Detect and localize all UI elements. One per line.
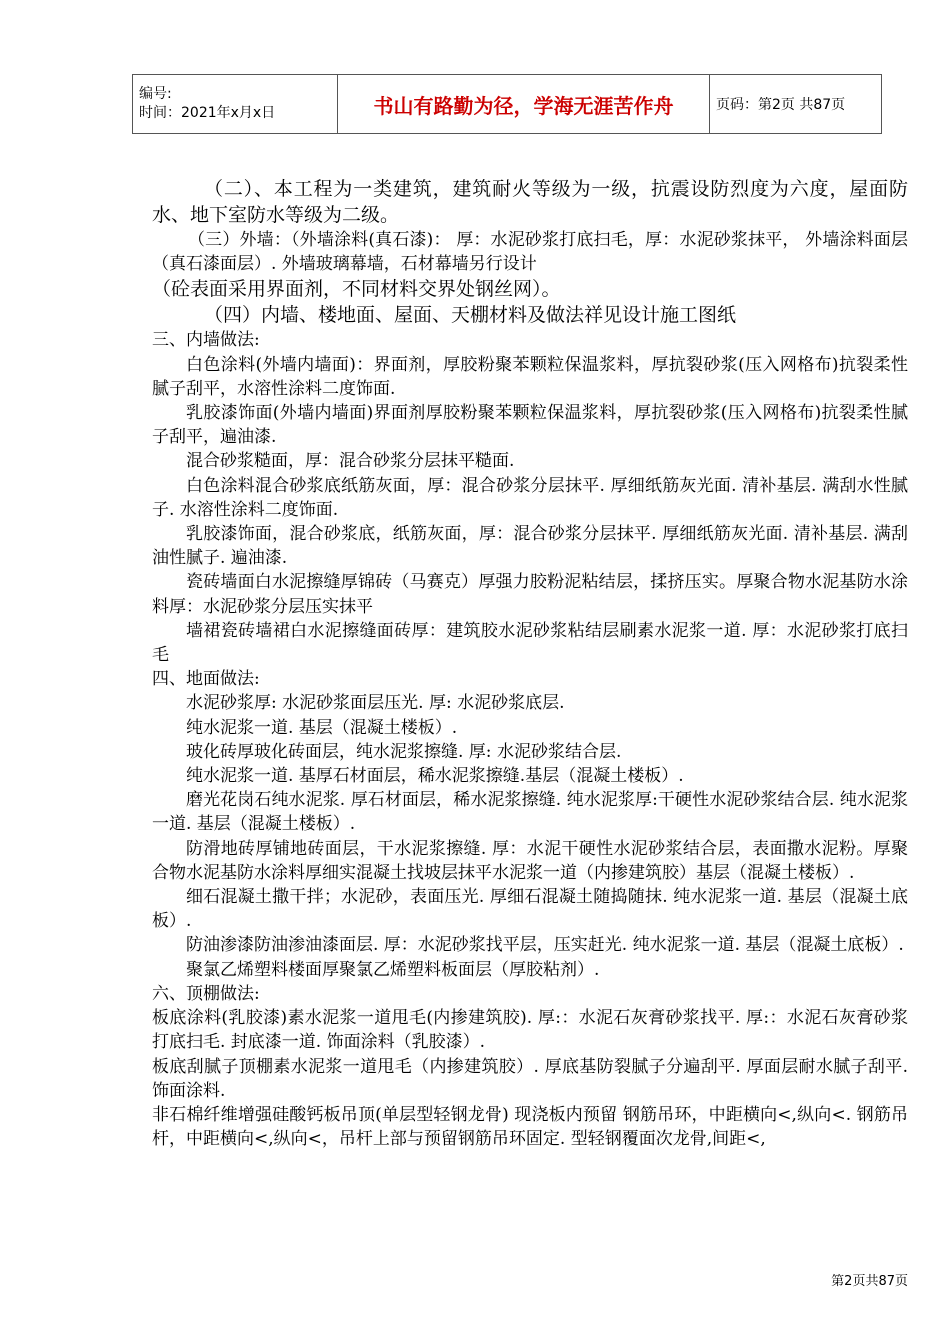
body-paragraph: （四）内墙、楼地面、屋面、天棚材料及做法祥见设计施工图纸 <box>204 304 737 327</box>
header-motto: 书山有路勤为径，学海无涯苦作舟 <box>373 93 674 118</box>
document-body <box>152 176 908 1151</box>
header-meta <box>133 75 338 133</box>
header-page-number: 页码：第2页 共87页 <box>716 97 846 113</box>
document-time-label: 时间：2021年x月x日 <box>139 105 276 121</box>
body-paragraph: 纯水泥浆一道. 基层（混凝土楼板）. <box>186 717 458 738</box>
document-number-label: 编号: <box>139 86 172 102</box>
header-motto-cell <box>338 75 710 133</box>
body-paragraph: 板底涂料(乳胶漆)素水泥浆一道甩毛(内掺建筑胶). 厚:：水泥石灰膏砂浆找平. 厚:：水泥石灰膏砂浆打底扫毛. 封底漆一道. 饰面涂料（乳胶漆）. <box>152 1008 908 1053</box>
body-paragraph: 防滑地砖厚铺地砖面层，干水泥浆擦缝. 厚：水泥干硬性水泥砂浆结合层，表面撒水泥粉。厚聚合物水泥基防水涂料厚细实混凝土找坡层抹平水泥浆一道（内掺建筑胶）基层（混凝土楼板）. <box>152 838 908 883</box>
body-paragraph: （砼表面采用界面剂，不同材料交界处钢丝网）。 <box>152 278 561 301</box>
body-paragraph: 六、顶棚做法: <box>152 983 260 1004</box>
body-paragraph: 四、地面做法: <box>152 669 260 690</box>
body-paragraph: 乳胶漆饰面，混合砂浆底，纸筋灰面，厚：混合砂浆分层抹平. 厚细纸筋灰光面. 清补基层. 满刮油性腻子. 遍油漆. <box>152 524 908 569</box>
header-page-cell <box>710 75 881 133</box>
body-paragraph: 三、内墙做法: <box>152 330 260 351</box>
body-paragraph: 混合砂浆糙面，厚：混合砂浆分层抹平糙面. <box>186 451 515 472</box>
body-paragraph: 乳胶漆饰面(外墙内墙面)界面剂厚胶粉聚苯颗粒保温浆料，厚抗裂砂浆(压入网格布)抗裂柔性腻子刮平，遍油漆. <box>152 403 908 448</box>
body-paragraph: 水泥砂浆厚: 水泥砂浆面层压光. 厚: 水泥砂浆底层. <box>186 693 565 714</box>
body-paragraph: 细石混凝土撒干拌；水泥砂，表面压光. 厚细石混凝土随捣随抹. 纯水泥浆一道. 基层（混凝土底板）. <box>152 887 908 932</box>
page-footer: 第2页共87页 <box>831 1274 908 1289</box>
body-paragraph: 聚氯乙烯塑料楼面厚聚氯乙烯塑料板面层（厚胶粘剂）. <box>186 959 600 980</box>
body-paragraph: （三）外墙：（外墙涂料(真石漆)： 厚：水泥砂浆打底扫毛，厚：水泥砂浆抹平， 外墙涂料面层（真石漆面层）. 外墙玻璃幕墙，石材幕墙另行设计 <box>152 230 908 275</box>
body-paragraph: 磨光花岗石纯水泥浆. 厚石材面层，稀水泥浆擦缝. 纯水泥浆厚:干硬性水泥砂浆结合层. 纯水泥浆一道. 基层（混凝土楼板）. <box>152 790 908 835</box>
body-paragraph: 白色涂料混合砂浆底纸筋灰面，厚：混合砂浆分层抹平. 厚细纸筋灰光面. 清补基层. 满刮水性腻子. 水溶性涂料二度饰面. <box>152 475 908 520</box>
body-paragraph: （二）、本工程为一类建筑，建筑耐火等级为一级，抗震设防烈度为六度，屋面防水、地下室防水等级为二级。 <box>152 178 908 226</box>
body-paragraph: 瓷砖墙面白水泥擦缝厚锦砖（马赛克）厚强力胶粉泥粘结层，揉挤压实。厚聚合物水泥基防水涂料厚：水泥砂浆分层压实抹平 <box>152 572 908 617</box>
body-paragraph: 防油渗漆防油渗油漆面层. 厚：水泥砂浆找平层，压实赶光. 纯水泥浆一道. 基层（混凝土底板）. <box>186 935 904 956</box>
body-paragraph: 纯水泥浆一道. 基厚石材面层，稀水泥浆擦缝.基层（混凝土楼板）. <box>186 766 684 787</box>
page-header <box>132 74 882 134</box>
body-paragraph: 板底刮腻子顶棚素水泥浆一道甩毛（内掺建筑胶）. 厚底基防裂腻子分遍刮平. 厚面层耐水腻子刮平. 饰面涂料. <box>152 1056 908 1101</box>
body-paragraph: 白色涂料(外墙内墙面)：界面剂，厚胶粉聚苯颗粒保温浆料，厚抗裂砂浆(压入网格布)抗裂柔性腻子刮平，水溶性涂料二度饰面. <box>152 354 908 399</box>
body-paragraph: 玻化砖厚玻化砖面层，纯水泥浆擦缝. 厚: 水泥砂浆结合层. <box>186 741 622 762</box>
body-paragraph: 墙裙瓷砖墙裙白水泥擦缝面砖厚：建筑胶水泥砂浆粘结层刷素水泥浆一道. 厚：水泥砂浆打底扫毛 <box>152 620 908 666</box>
body-paragraph: 非石棉纤维增强硅酸钙板吊顶(单层型轻钢龙骨) 现浇板内预留 钢筋吊环，中距横向<,纵向<. 钢筋吊杆，中距横向<,纵向<，吊杆上部与预留钢筋吊环固定. 型轻钢覆面次龙骨,间距<, <box>152 1104 908 1150</box>
